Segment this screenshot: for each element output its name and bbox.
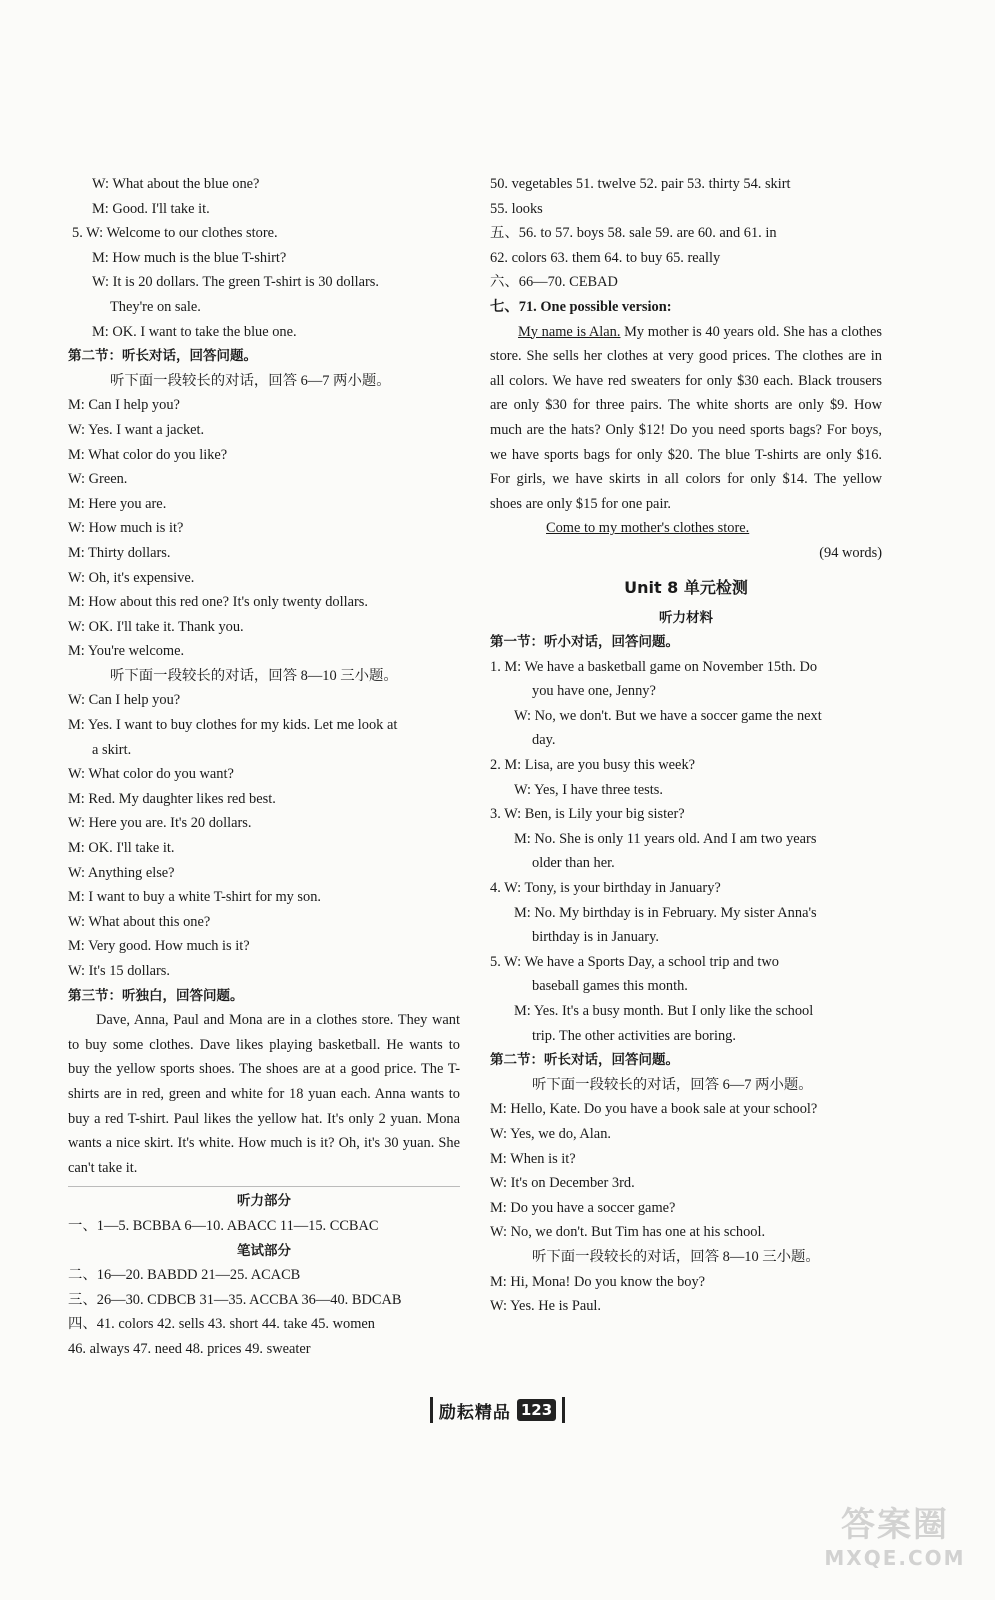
left-dialogue-line: W: Yes. I want a jacket. [68, 421, 205, 438]
right-dialogue-line: M: No. She is only 11 years old. And I am two years [514, 830, 817, 847]
left-dialogue-line: W: Green. [68, 471, 128, 488]
left-dialogue-line: M: Good. I'll take it. [92, 200, 210, 217]
left-dialogue-line: M: You're welcome. [68, 643, 185, 660]
footer-brand: 励耘精品 [438, 1402, 511, 1423]
right-column [490, 172, 882, 1319]
right-dialogue-line: W: Yes, I have three tests. [514, 781, 663, 798]
answer-line-r2: 55. looks [490, 200, 543, 217]
answer-line-4: 四、41. colors 42. sells 43. short 44. take 45. women [68, 1316, 375, 1333]
left-dialogue-line: M: Red. My daughter likes red best. [68, 790, 276, 807]
right-dialogue-line: 2. M: Lisa, are you busy this week? [490, 757, 696, 774]
right-dialogue-line: trip. The other activities are boring. [532, 1027, 736, 1044]
left-dialogue-line: M: Here you are. [68, 495, 167, 512]
left-dialogue-line: W: OK. I'll take it. Thank you. [68, 618, 244, 635]
answer-line-r6: 七、71. One possible version: [490, 298, 672, 315]
left-dialogue-line: M: Can I help you? [68, 397, 180, 414]
right-dialogue-line: W: Yes, we do, Alan. [490, 1125, 611, 1142]
right-dialogue-line: 听下面一段较长的对话，回答 8—10 三小题。 [532, 1248, 820, 1265]
left-dialogue-line: 听下面一段较长的对话，回答 6—7 两小题。 [110, 372, 391, 389]
left-dialogue-line: W: What about this one? [68, 913, 211, 930]
right-dialogue-line: 第一节：听小对话，回答问题。 [490, 634, 679, 651]
right-dialogue-lines [490, 630, 882, 1319]
page-footer [0, 1390, 995, 1430]
left-column [68, 172, 460, 1362]
right-dialogue-line: baseball games this month. [532, 978, 688, 995]
left-dialogue-line: W: What color do you want? [68, 766, 234, 783]
right-dialogue-line: M: Yes. It's a busy month. But I only like the school [514, 1003, 814, 1019]
left-dialogue-line: W: It is 20 dollars. The green T-shirt is 30 dollars. [92, 274, 379, 291]
left-dialogue-line: M: What color do you like? [68, 446, 228, 463]
left-dialogue-line: M: How much is the blue T-shirt? [92, 249, 287, 266]
right-dialogue-line: W: Yes. He is Paul. [490, 1298, 601, 1315]
left-dialogue-line: W: Oh, it's expensive. [68, 569, 195, 586]
left-dialogue-line: M: Thirty dollars. [68, 544, 171, 561]
listening-material-title: 听力材料 [659, 609, 713, 626]
left-dialogue-line: M: How about this red one? It's only twenty dollars. [68, 594, 368, 611]
page-number: 123 [517, 1399, 556, 1421]
left-dialogue-line: W: Can I help you? [68, 692, 181, 709]
right-dialogue-line: W: No, we don't. But we have a soccer game the next [514, 707, 822, 724]
answer-line-r4: 62. colors 63. them 64. to buy 65. really [490, 249, 721, 266]
right-dialogue-line: M: Do you have a soccer game? [490, 1199, 676, 1216]
essay-last-sentence: Come to my mother's clothes store. [546, 520, 750, 537]
answer-line-2: 二、16—20. BABDD 21—25. ACACB [68, 1267, 301, 1284]
right-dialogue-line: M: Hi, Mona! Do you know the boy? [490, 1273, 706, 1290]
essay-body: My mother is 40 years old. She has a clothes store. She sells her clothes at very good prices. The clothes are in all colors. We have red sweaters for only $30 each. Black trousers are only $30 for three pairs. The white shorts are only $9. How much are the hats? Only $12! Do you need sports bags? For boys, we have sports bags for only $20. The blue T-shirts are only $16. For girls, we have skirts in all colors for only $14. The yellow shoes are only $15 for one pair. [490, 323, 882, 512]
answer-line-3: 三、26—30. CDBCB 31—35. ACCBA 36—40. BDCAB [68, 1291, 402, 1308]
footer-bar-right [562, 1397, 565, 1423]
word-count: (94 words) [819, 544, 882, 561]
essay-first-sentence: My name is Alan. [518, 323, 621, 340]
right-dialogue-line: 5. W: We have a Sports Day, a school trip and two [490, 953, 779, 970]
written-answers-title: 笔试部分 [237, 1242, 291, 1259]
left-dialogue-line: W: How much is it? [68, 520, 184, 537]
right-dialogue-line: you have one, Jenny? [532, 683, 656, 700]
left-dialogue-line: 第三节：听独白，回答问题。 [68, 987, 244, 1004]
left-dialogue-line: a skirt. [92, 741, 132, 758]
right-dialogue-line: 第二节：听长对话，回答问题。 [490, 1052, 679, 1069]
left-dialogue-line: They're on sale. [110, 298, 201, 315]
right-dialogue-line: 听下面一段较长的对话，回答 6—7 两小题。 [532, 1076, 813, 1093]
left-dialogue-line: M: I want to buy a white T-shirt for my son. [68, 889, 322, 906]
answer-line-r5: 六、66—70. CEBAD [490, 274, 618, 291]
right-dialogue-line: M: Hello, Kate. Do you have a book sale at your school? [490, 1101, 818, 1118]
answer-line-1: 一、1—5. BCBBA 6—10. ABACC 11—15. CCBAC [68, 1217, 379, 1234]
right-dialogue-line: M: When is it? [490, 1150, 576, 1167]
right-dialogue-line: birthday is in January. [532, 929, 659, 946]
watermark-url: MXQE.COM [824, 1546, 966, 1570]
left-dialogue-line: W: Here you are. It's 20 dollars. [68, 815, 252, 832]
right-dialogue-line: 4. W: Tony, is your birthday in January? [490, 880, 721, 897]
left-dialogue-line: M: OK. I want to take the blue one. [92, 323, 297, 340]
right-dialogue-line: day. [532, 732, 556, 749]
answer-line-5: 46. always 47. need 48. prices 49. sweater [68, 1340, 311, 1357]
watermark-logo [815, 1504, 975, 1578]
right-dialogue-line: M: No. My birthday is in February. My sister Anna's [514, 904, 817, 921]
listening-answers-title: 听力部分 [237, 1193, 291, 1210]
left-dialogue-line: W: What about the blue one? [92, 176, 260, 192]
unit-title: Unit 8 单元检测 [624, 577, 748, 597]
left-dialogue-lines [68, 172, 460, 1008]
left-dialogue-line: M: Very good. How much is it? [68, 938, 250, 955]
essay-paragraph [490, 320, 882, 517]
section-divider [68, 1186, 460, 1187]
right-dialogue-line: W: It's on December 3rd. [490, 1175, 635, 1192]
left-dialogue-line: M: OK. I'll take it. [68, 840, 175, 857]
answer-line-r3: 五、56. to 57. boys 58. sale 59. are 60. and 61. in [490, 225, 777, 242]
watermark-text: 答案圈 [841, 1505, 949, 1545]
left-dialogue-line: W: It's 15 dollars. [68, 963, 170, 979]
left-dialogue-line: 第二节：听长对话，回答问题。 [68, 348, 257, 365]
right-dialogue-line: 3. W: Ben, is Lily your big sister? [490, 806, 685, 823]
left-dialogue-line: M: Yes. I want to buy clothes for my kids. Let me look at [68, 717, 398, 734]
left-dialogue-line: 听下面一段较长的对话，回答 8—10 三小题。 [110, 667, 398, 684]
essay-last-line [490, 516, 882, 541]
answer-line-r1: 50. vegetables 51. twelve 52. pair 53. thirty 54. skirt [490, 176, 791, 192]
monologue-text: Dave, Anna, Paul and Mona are in a clothes store. They want to buy some clothes. Dave likes playing basketball. He wants to buy the yellow sports shoes. The shoes are at a good price. The T-shirts are in red, green and white for 18 yuan each. Anna wants to buy a red T-shirt. Paul likes the yellow hat. It's only 2 yuan. Mona wants a nice skirt. It's white. How much is it? Oh, it's 30 yuan. She can't take it. [68, 1012, 460, 1176]
left-dialogue-line: 5. W: Welcome to our clothes store. [72, 225, 278, 242]
left-dialogue-line: W: Anything else? [68, 864, 175, 881]
right-dialogue-line: 1. M: We have a basketball game on November 15th. Do [490, 658, 818, 675]
footer-bar-left [430, 1397, 433, 1423]
right-dialogue-line: W: No, we don't. But Tim has one at his school. [490, 1224, 766, 1241]
right-dialogue-line: older than her. [532, 855, 615, 872]
